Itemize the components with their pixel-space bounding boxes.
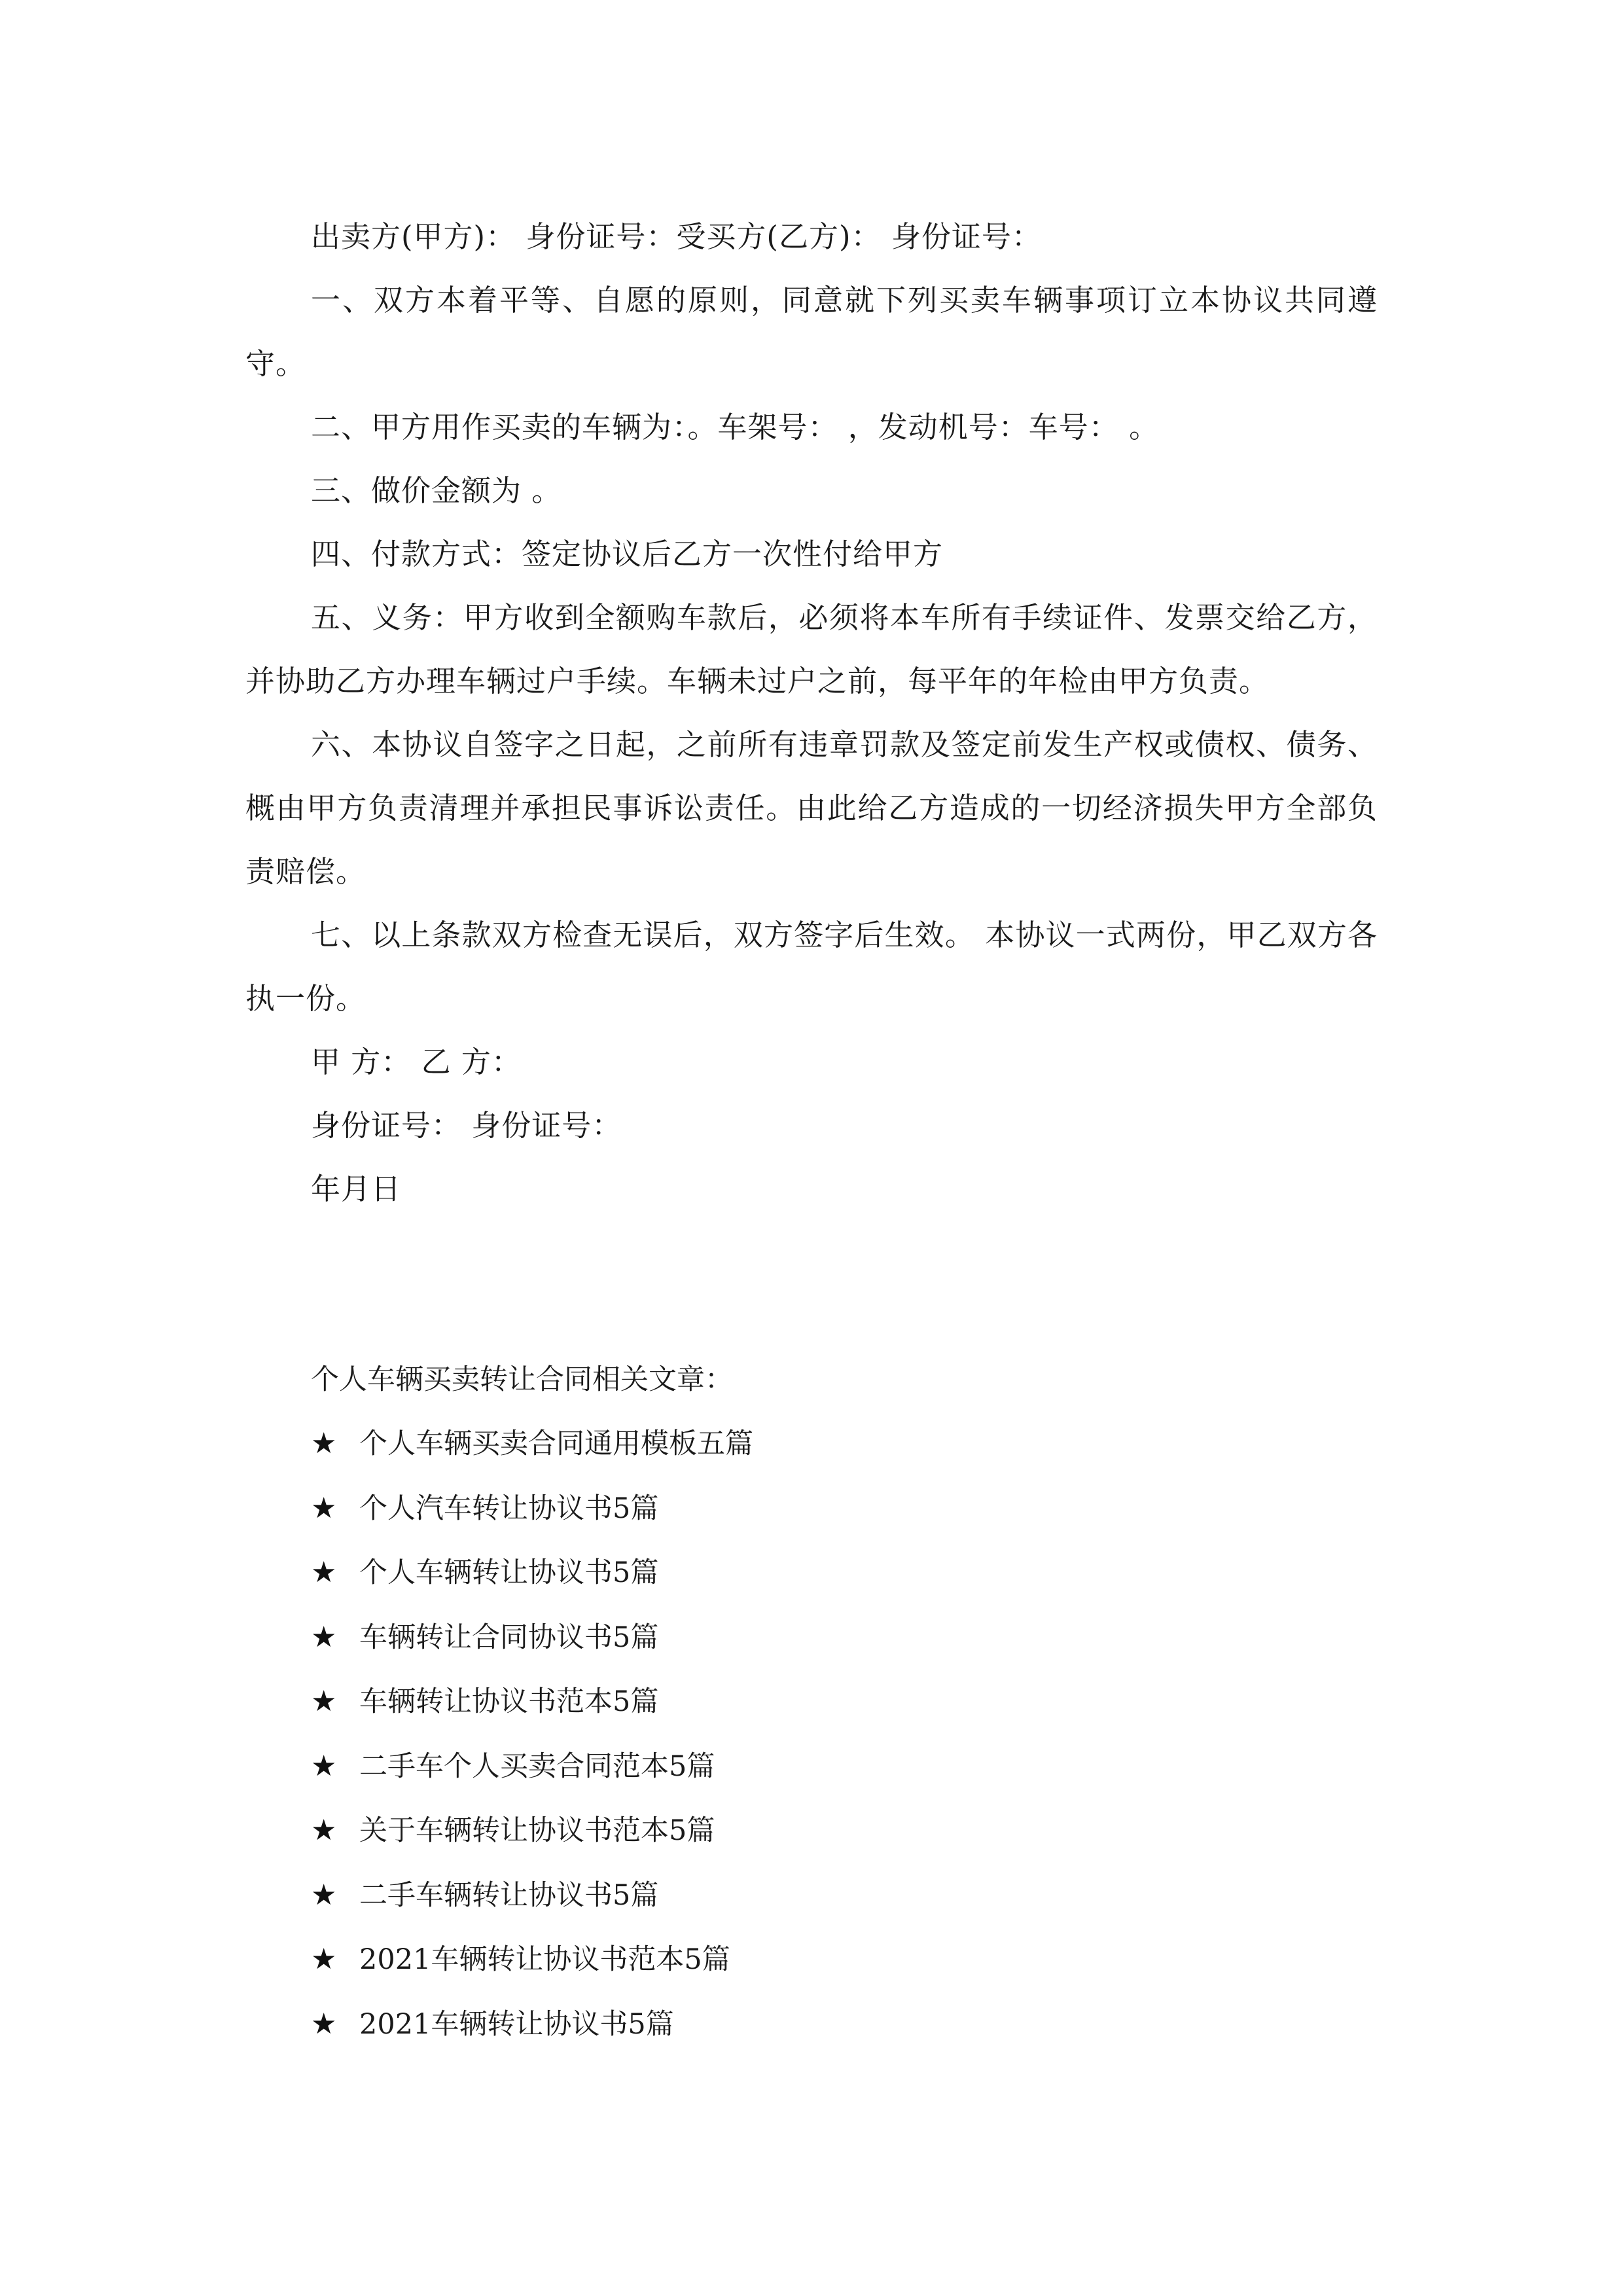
document-body [245,205,1378,2056]
related-article-item[interactable] [245,1863,1378,1928]
clause-4: 四、付款方式：签定协议后乙方一次性付给甲方 [311,537,944,571]
related-article-link[interactable]: 2021车辆转让协议书范本5篇 [359,1943,730,1976]
signature-id-numbers: 身份证号： 身份证号： [311,1108,622,1143]
clause-1: 一、双方本着平等、自愿的原则，同意就下列买卖车辆事项订立本协议共同遵守。 [245,283,1378,381]
related-article-link[interactable]: 二手车个人买卖合同范本5篇 [359,1749,715,1783]
related-article-item[interactable] [245,1541,1378,1605]
section-gap [245,1221,1378,1348]
related-article-item[interactable] [245,1477,1378,1541]
signature-date: 年月日 [311,1172,402,1206]
clause-7: 七、以上条款双方检查无误后，双方签字后生效。 本协议一式两份，甲乙双方各执一份。 [245,918,1378,1016]
clause-3: 三、做价金额为 。 [311,473,562,508]
star-icon: ★ [311,1943,337,1976]
star-icon: ★ [311,1685,337,1718]
star-icon: ★ [311,1878,337,1912]
related-article-link[interactable]: 个人车辆买卖合同通用模板五篇 [359,1427,753,1460]
related-article-item[interactable] [245,1799,1378,1863]
star-icon: ★ [311,1427,337,1460]
related-article-item[interactable] [245,1605,1378,1670]
star-icon: ★ [311,1491,337,1525]
star-icon: ★ [311,1620,337,1654]
related-article-link[interactable]: 车辆转让协议书范本5篇 [359,1685,659,1718]
clause-6: 六、本协议自签字之日起，之前所有违章罚款及签定前发生产权或债权、债务、概由甲方负责清理并承担民事诉讼责任。由此给乙方造成的一切经济损失甲方全部负责赔偿。 [245,727,1378,889]
signature-parties: 甲 方： 乙 方： [311,1045,522,1079]
star-icon: ★ [311,1749,337,1783]
related-article-item[interactable] [245,1670,1378,1734]
related-article-item[interactable] [245,1992,1378,2057]
related-article-item[interactable] [245,1928,1378,1992]
related-articles-title: 个人车辆买卖转让合同相关文章： [311,1363,733,1396]
related-article-item[interactable] [245,1734,1378,1799]
star-icon: ★ [311,2007,337,2041]
clause-2: 二、甲方用作买卖的车辆为：。车架号： ，发动机号：车号： 。 [311,410,1160,444]
related-article-link[interactable]: 车辆转让合同协议书5篇 [359,1621,659,1654]
related-article-link[interactable]: 个人车辆转让协议书5篇 [359,1556,659,1589]
star-icon: ★ [311,1814,337,1847]
related-article-link[interactable]: 个人汽车转让协议书5篇 [359,1492,659,1525]
related-articles-list [245,1412,1378,2056]
clause-5: 五、义务：甲方收到全额购车款后，必须将本车所有手续证件、发票交给乙方，并协助乙方办理车辆过户手续。车辆未过户之前，每平年的年检由甲方负责。 [245,600,1378,698]
related-article-link[interactable]: 2021车辆转让协议书5篇 [359,2007,674,2041]
party-info-line: 出卖方(甲方)： 身份证号：受买方(乙方)： 身份证号： [311,219,1042,254]
related-article-item[interactable] [245,1412,1378,1477]
related-article-link[interactable]: 二手车辆转让协议书5篇 [359,1878,659,1912]
related-article-link[interactable]: 关于车辆转让协议书范本5篇 [359,1814,715,1847]
star-icon: ★ [311,1556,337,1589]
